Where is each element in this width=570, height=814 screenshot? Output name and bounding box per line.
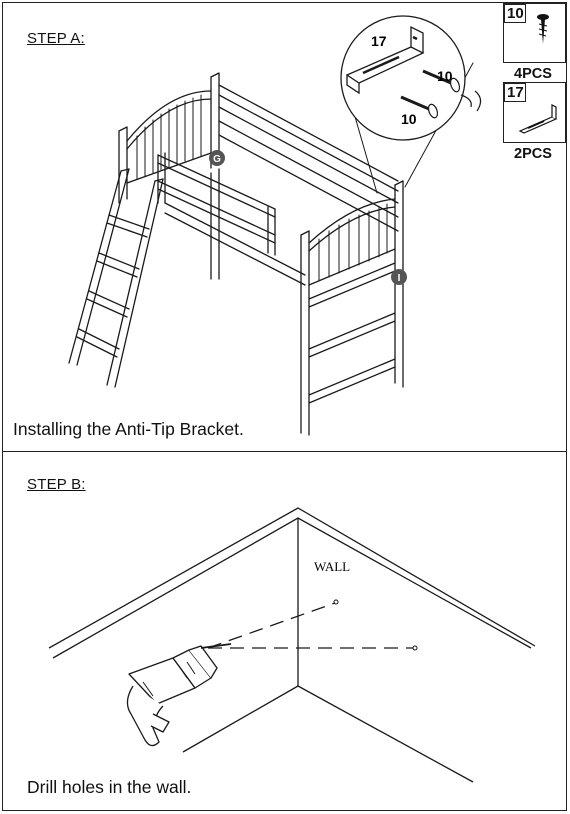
step-b-panel [2,451,567,811]
callout-label-screw-bottom: 10 [401,111,417,127]
drill-hole-upper [334,600,338,604]
step-a-caption: Installing the Anti-Tip Bracket. [13,419,244,439]
drill-icon [127,644,231,746]
loft-bed-illustration [3,3,568,453]
marker-g-label: G [213,154,221,165]
part-number-bracket: 17 [507,84,524,101]
part-quantity-screw: 4PCS [514,66,552,82]
callout-label-bracket: 17 [371,33,387,49]
wall-label: WALL [314,559,351,574]
parts-box-screw [503,3,566,83]
marker-i-label: I [397,273,401,284]
parts-box-bracket [503,82,566,164]
step-a-panel [2,2,567,452]
step-b-title: STEP B: [27,476,86,493]
part-number-screw: 10 [507,5,524,22]
drill-hole-lower [413,646,417,650]
step-a-title: STEP A: [27,30,85,47]
callout-label-screw-top: 10 [437,68,453,84]
wall-drill-illustration [3,452,568,812]
step-b-caption: Drill holes in the wall. [27,777,192,797]
part-quantity-bracket: 2PCS [514,146,552,162]
